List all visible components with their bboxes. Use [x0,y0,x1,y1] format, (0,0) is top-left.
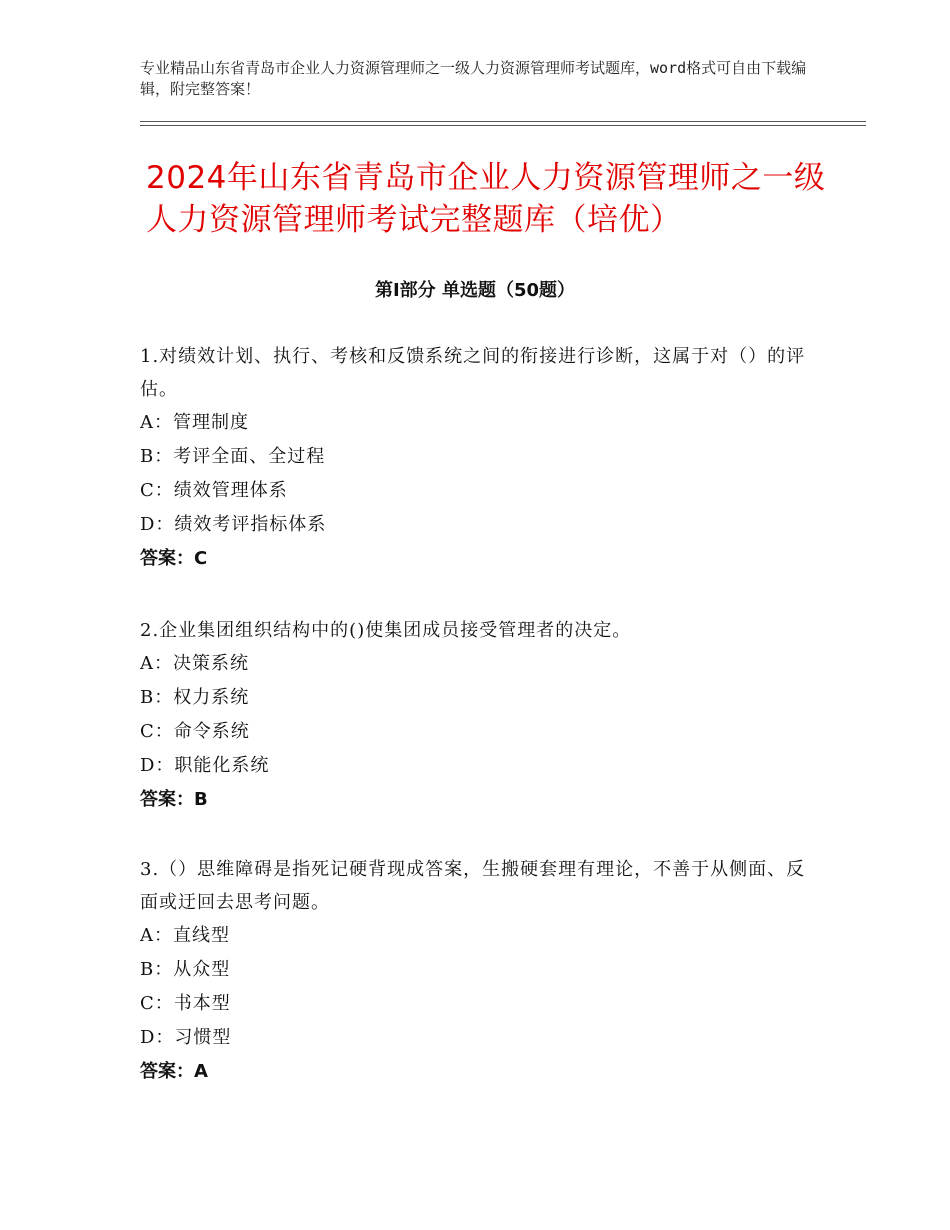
document-title: 2024年山东省青岛市企业人力资源管理师之一级人力资源管理师考试完整题库（培优） [146,160,826,238]
option-a: A：决策系统 [140,653,249,674]
answer: 答案：A [140,1061,208,1082]
option-a: A：管理制度 [140,412,249,433]
option-b: B：从众型 [140,959,231,980]
answer: 答案：B [140,789,208,810]
question-2 [140,614,820,817]
option-a: A：直线型 [140,925,230,946]
question-stem: 1.对绩效计划、执行、考核和反馈系统之间的衔接进行诊断，这属于对（）的评估。 [140,346,806,400]
option-c: C：书本型 [140,993,231,1014]
option-b: B：考评全面、全过程 [140,446,326,467]
section-heading: 第Ⅰ部分 单选题（50题） [374,280,575,301]
option-d: D：职能化系统 [140,755,270,776]
question-stem: 3.（）思维障碍是指死记硬背现成答案，生搬硬套理有理论，不善于从侧面、反面或迂回去思考问题。 [140,859,806,913]
option-c: C：绩效管理体系 [140,480,288,501]
answer: 答案：C [140,548,208,569]
option-d: D：绩效考评指标体系 [140,514,327,535]
option-c: C：命令系统 [140,721,250,742]
question-stem: 2.企业集团组织结构中的()使集团成员接受管理者的决定。 [140,620,632,641]
option-b: B：权力系统 [140,687,250,708]
header-divider-top [140,121,866,122]
header-note: 专业精品山东省青岛市企业人力资源管理师之一级人力资源管理师考试题库，word格式可自由下载编辑，附完整答案！ [140,59,807,98]
question-3 [140,853,820,1089]
option-d: D：习惯型 [140,1027,232,1048]
header-divider-bottom [140,125,866,126]
question-1 [140,340,820,576]
